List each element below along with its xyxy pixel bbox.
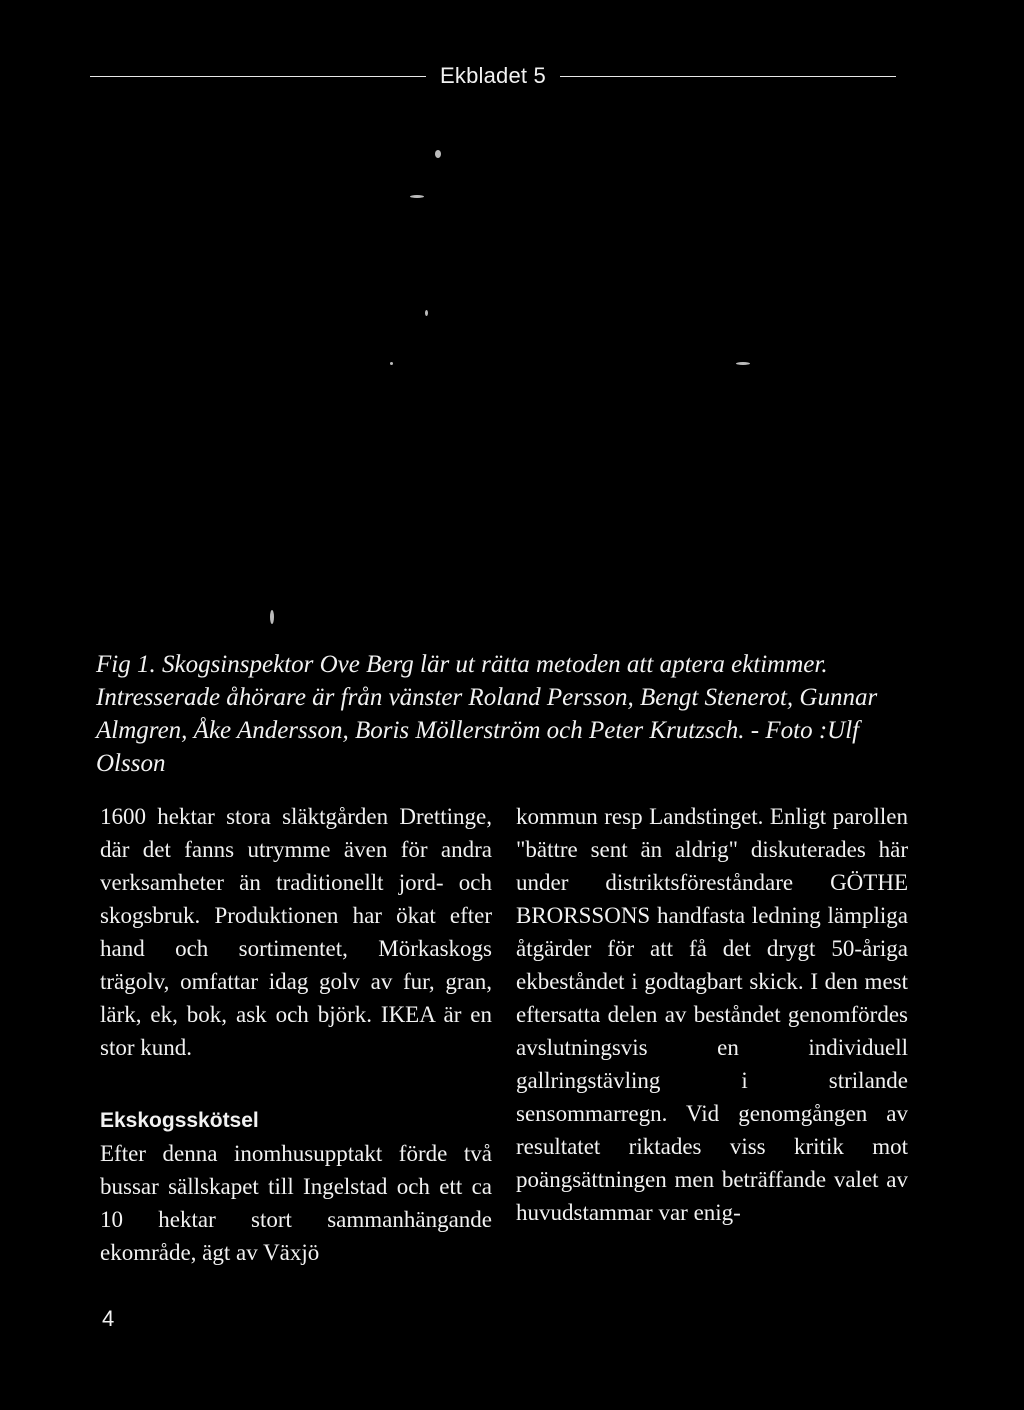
caption-text: Fig 1. Skogsinspektor Ove Berg lär ut rätta metoden att aptera ektimmer. Intresserade åhörare är från vänster Roland Persson, Bengt Stenerot, Gunnar Almgren, Åke Andersson, Boris Möllerström och Peter Krutzsch. - Foto :Ulf Olsson [96, 651, 878, 777]
page-header [90, 58, 896, 94]
right-paragraph-1: kommun resp Landstinget. Enligt parollen "bättre sent än aldrig" diskuterades här under distriktsföreståndare GÖTHE BRORSSONS handfasta ledning lämpliga åtgärder för att få det drygt 50-åriga ekbeståndet i godtagbart skick. I den mest eftersatta delen av beståndet genomfördes avslutningsvis en individuell gallringstävling i strilande sensommarregn. Vid genomgången av resultatet riktades viss kritik mot poängsättningen men beträffande valet av huvudstammar var enig- [516, 804, 908, 1225]
photo-speck [736, 362, 750, 365]
right-column [516, 800, 908, 1229]
photo-speck [270, 610, 274, 624]
left-column [100, 800, 492, 1269]
photo-speck [390, 362, 393, 365]
photo-speck [410, 195, 424, 198]
section-heading: Ekskogsskötsel [100, 1109, 259, 1132]
publication-title: Ekbladet 5 [440, 63, 546, 88]
left-paragraph-2: Efter denna inomhusupptakt förde två bussar sällskapet till Ingelstad och ett ca 10 hektar stort sammanhängande ekområde, ägt av Växjö [100, 1141, 492, 1265]
left-paragraph-1: 1600 hektar stora släktgården Drettinge, där det fanns utrymme även för andra verksamheter än traditionellt jord- och skogsbruk. Produktionen har ökat efter hand och sortimentet, Mörkaskogs trägolv, omfattar idag golv av fur, gran, lärk, ek, bok, ask och björk. IKEA är en stor kund. [100, 804, 492, 1060]
photo-speck [435, 150, 441, 158]
photo-speck [425, 310, 428, 316]
photo-area [90, 100, 920, 640]
header-rule-left [90, 76, 426, 77]
figure-caption [96, 648, 902, 780]
page-number: 4 [102, 1306, 115, 1331]
header-rule-right [560, 76, 896, 77]
